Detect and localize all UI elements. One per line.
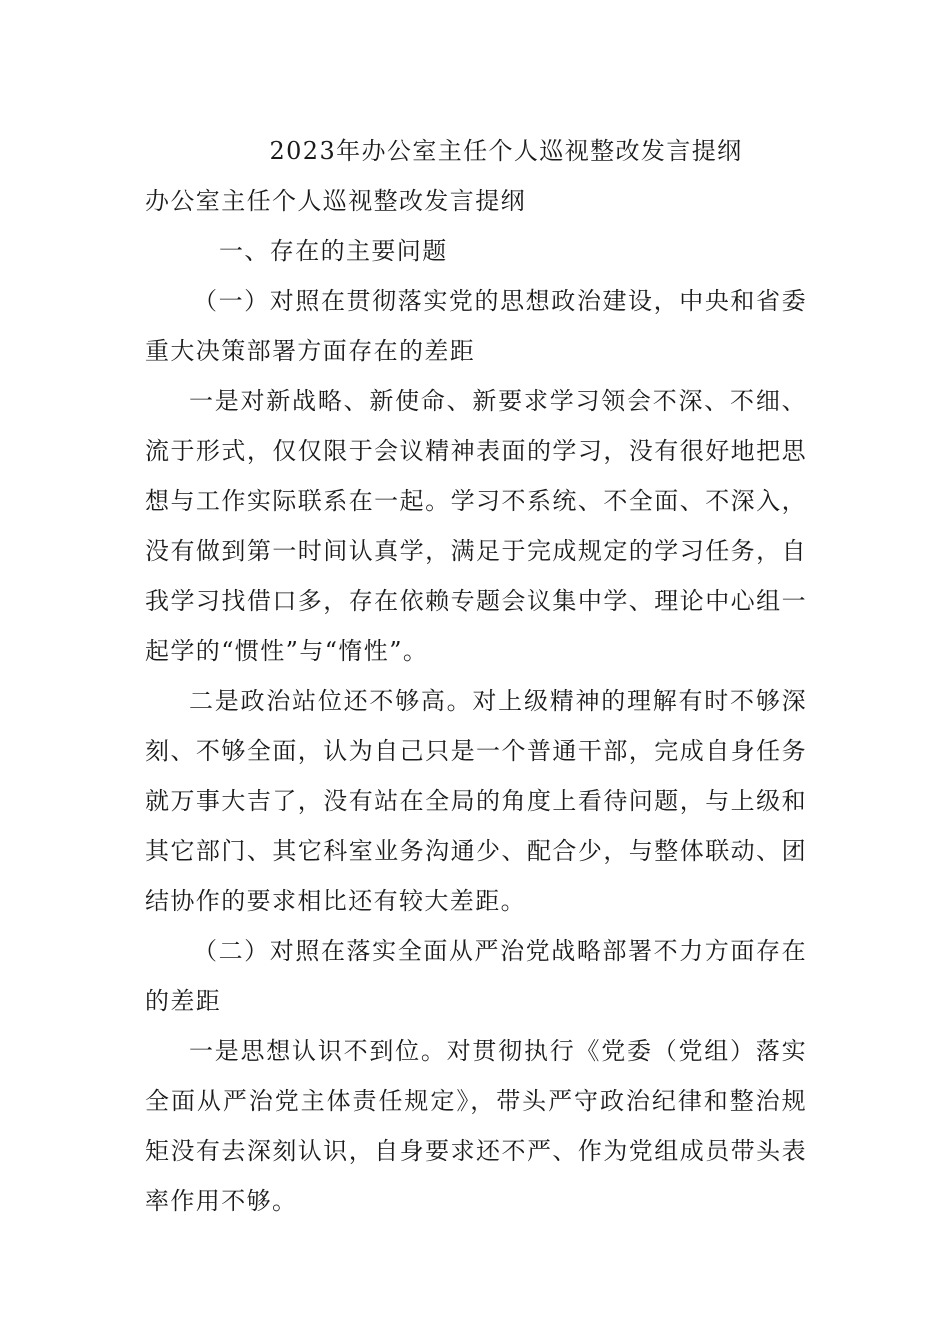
paragraph-political-stance: 二是政治站位还不够高。对上级精神的理解有时不够深刻、不够全面，认为自己只是一个普通干部，完成自身任务就万事大吉了，没有站在全局的角度上看待问题，与上级和其它部门、其它科室业务沟通少、配合少，与整体联动、团结协作的要求相比还有较大差距。 — [145, 687, 807, 915]
document-subtitle: 办公室主任个人巡视整改发言提纲 — [145, 187, 526, 215]
document-title: 2023年办公室主任个人巡视整改发言提纲 — [269, 137, 743, 165]
subsection-heading-political-construction: （一）对照在贯彻落实党的思想政治建设，中央和省委重大决策部署方面存在的差距 — [145, 287, 807, 365]
paragraph-study-issues: 一是对新战略、新使命、新要求学习领会不深、不细、流于形式，仅仅限于会议精神表面的学习，没有很好地把思想与工作实际联系在一起。学习不系统、不全面、不深入，没有做到第一时间认真学，满足于完成规定的学习任务，自我学习找借口多，存在依赖专题会议集中学、理论中心组一起学的“惯性”与“惰性”。 — [145, 387, 807, 665]
paragraph-ideological-awareness: 一是思想认识不到位。对贯彻执行《党委（党组）落实全面从严治党主体责任规定》，带头严守政治纪律和整治规矩没有去深刻认识，自身要求还不严、作为党组成员带头表率作用不够。 — [145, 1037, 807, 1215]
section-heading-problems: 一、存在的主要问题 — [219, 237, 448, 265]
document-body — [145, 126, 807, 1226]
subsection-heading-strict-governance: （二）对照在落实全面从严治党战略部署不力方面存在的差距 — [145, 937, 807, 1015]
